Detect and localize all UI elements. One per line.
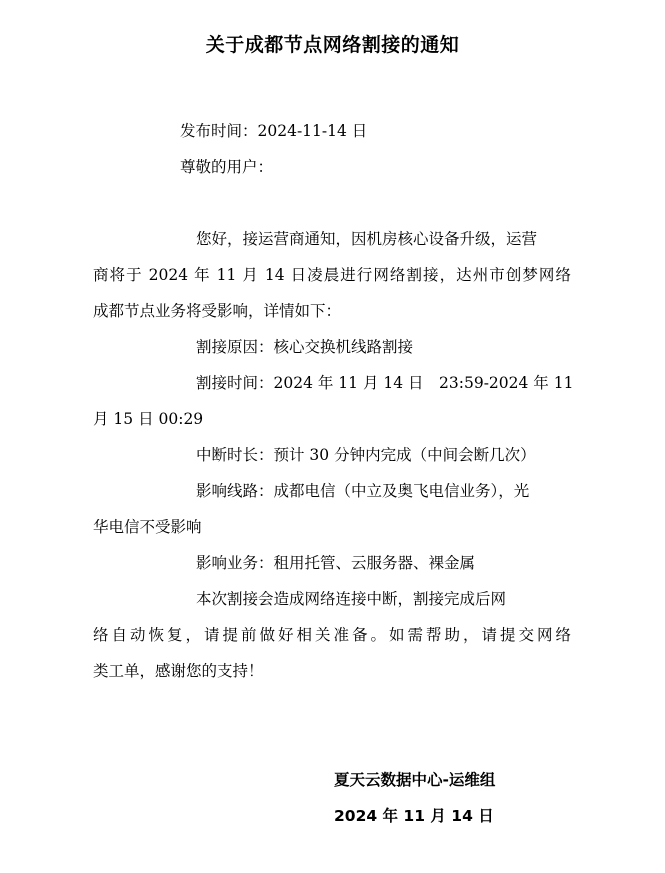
para1-line-2: 商将于 2024 年 11 月 14 日凌晨进行网络割接，达州市创梦网络 [93,266,571,284]
publish-date: 发布时间：2024-11-14 日 [180,122,368,140]
para2-line-1: 本次割接会造成网络连接中断，割接完成后网 [196,590,507,608]
cutover-reason: 割接原因：核心交换机线路割接 [196,338,414,356]
signature-date: 2024 年 11 月 14 日 [334,807,494,825]
para1-line-1: 您好，接运营商通知，因机房核心设备升级，运营 [196,230,538,248]
interruption-duration: 中断时长：预计 30 分钟内完成（中间会断几次） [196,446,536,464]
cutover-time-line-1: 割接时间：2024 年 11 月 14 日 23:59-2024 年 11 [196,374,574,392]
affected-lines-line-2: 华电信不受影响 [93,518,202,536]
page-title: 关于成都节点网络割接的通知 [205,34,460,56]
para1-line-3: 成都节点业务将受影响，详情如下： [93,302,342,320]
greeting: 尊敬的用户： [180,158,274,176]
affected-lines-line-1: 影响线路：成都电信（中立及奥飞电信业务），光 [196,482,530,500]
para2-line-3: 类工单，感谢您的支持！ [93,662,264,680]
cutover-time-line-2: 月 15 日 00:29 [93,410,204,428]
signature-org: 夏天云数据中心-运维组 [334,771,496,789]
para2-line-2: 络自动恢复，请提前做好相关准备。如需帮助，请提交网络 [93,626,571,644]
affected-services: 影响业务：租用托管、云服务器、裸金属 [196,554,476,572]
